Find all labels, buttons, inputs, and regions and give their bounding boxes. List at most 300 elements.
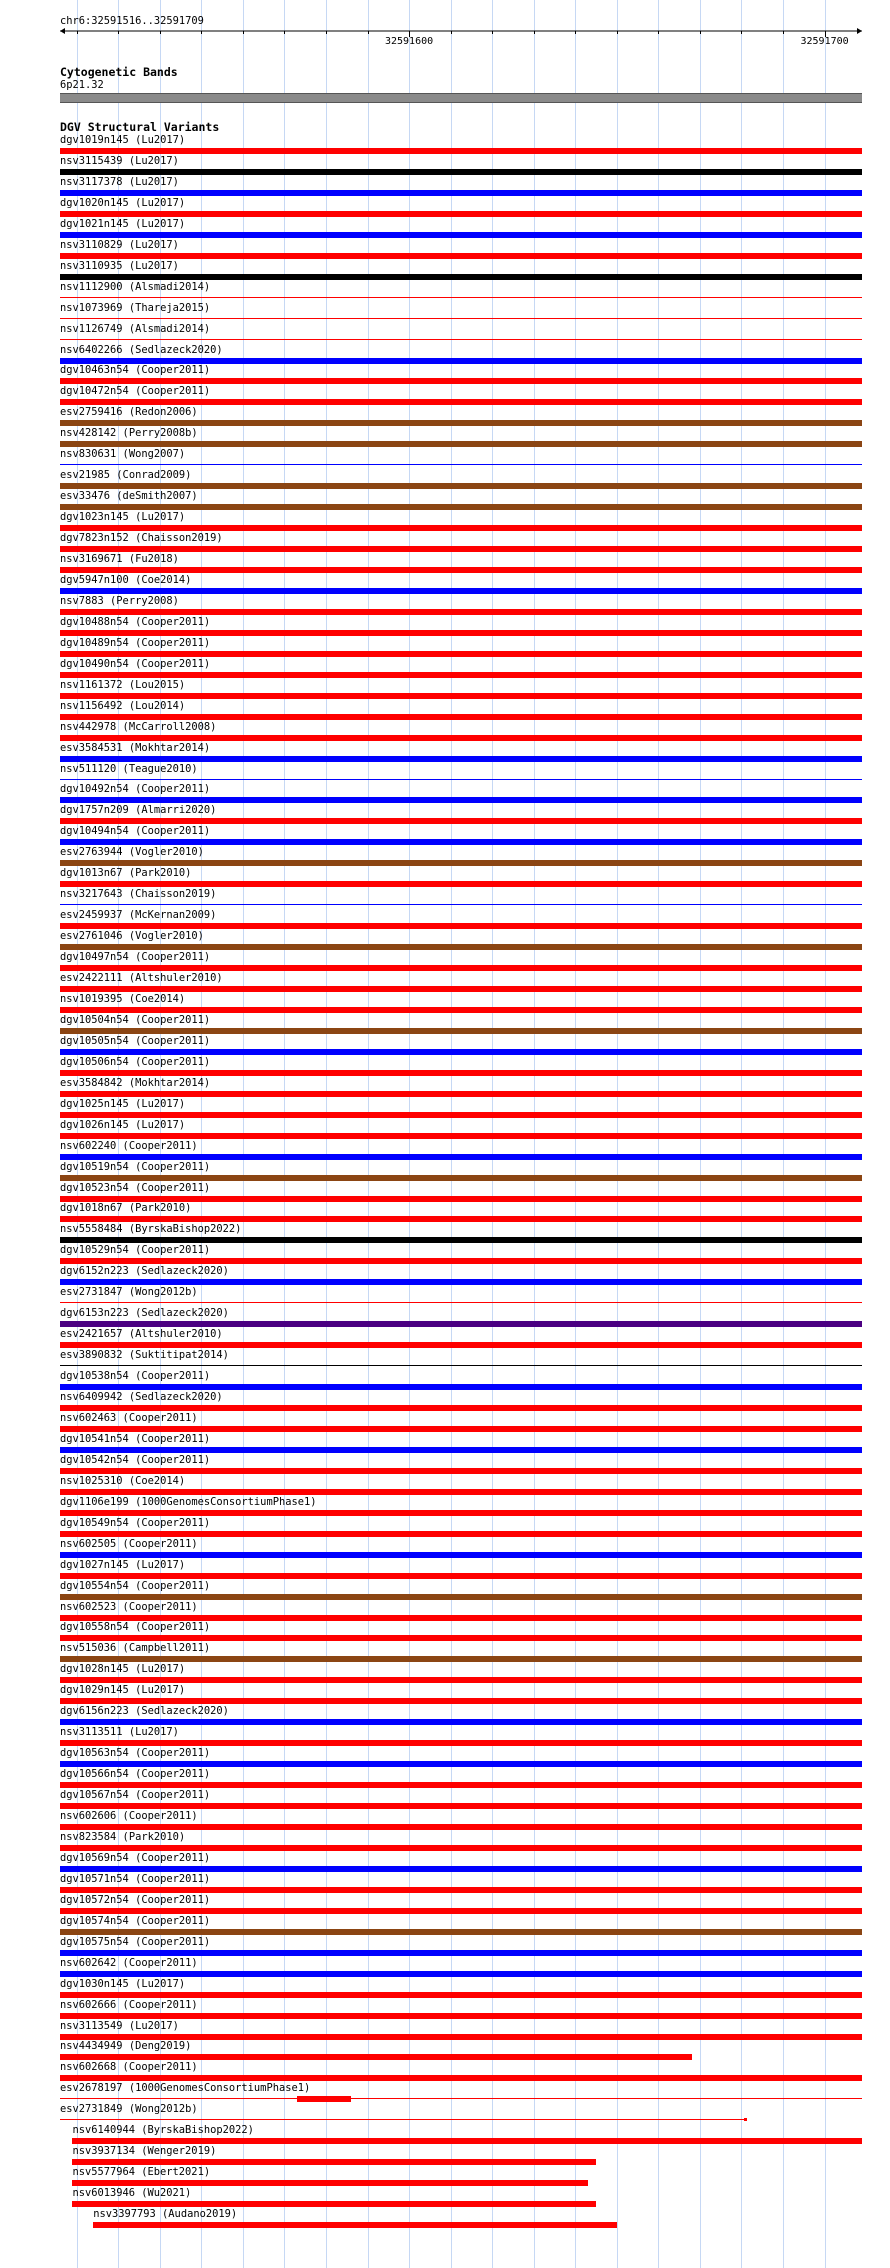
variant-bar[interactable] — [72, 2138, 862, 2144]
variant-feature[interactable] — [0, 1412, 890, 1432]
variant-label: nsv3110829 (Lu2017) — [60, 238, 179, 251]
variant-bar[interactable] — [60, 1468, 862, 1474]
variant-bar[interactable] — [60, 923, 862, 929]
variant-feature[interactable] — [0, 1517, 890, 1537]
variant-label: dgv10523n54 (Cooper2011) — [60, 1181, 211, 1194]
variant-feature[interactable] — [0, 2061, 890, 2081]
variant-feature[interactable] — [0, 2166, 890, 2186]
variant-feature[interactable] — [0, 1370, 890, 1390]
variant-label: dgv5947n100 (Coe2014) — [60, 573, 192, 586]
variant-feature[interactable] — [0, 1454, 890, 1474]
variant-bar[interactable] — [60, 1196, 862, 1202]
variant-feature[interactable] — [0, 1496, 890, 1516]
variant-feature[interactable] — [0, 846, 890, 866]
variant-label: nsv3937134 (Wenger2019) — [72, 2145, 217, 2158]
variant-label: nsv3113549 (Lu2017) — [60, 2019, 179, 2032]
variant-label: esv2731847 (Wong2012b) — [60, 1286, 198, 1299]
variant-feature[interactable] — [0, 427, 890, 447]
variant-feature[interactable] — [0, 1789, 890, 1809]
variant-feature[interactable] — [0, 1475, 890, 1495]
variant-feature[interactable] — [0, 2040, 890, 2060]
variant-label: nsv1126749 (Alsmadi2014) — [60, 322, 211, 335]
variant-bar[interactable] — [60, 232, 862, 238]
variant-bar[interactable] — [60, 318, 862, 319]
variant-feature[interactable] — [0, 951, 890, 971]
variant-label: nsv602505 (Cooper2011) — [60, 1537, 198, 1550]
variant-feature[interactable] — [0, 1328, 890, 1348]
variant-bar[interactable] — [60, 1594, 862, 1600]
variant-bar[interactable] — [60, 525, 862, 531]
variant-bar[interactable] — [60, 1677, 862, 1683]
variant-feature[interactable] — [0, 1286, 890, 1306]
variant-bar[interactable] — [60, 1552, 862, 1558]
variant-bar[interactable] — [60, 1615, 862, 1621]
variant-bar[interactable] — [60, 881, 862, 887]
variant-bar[interactable] — [60, 148, 862, 154]
variant-bar[interactable] — [60, 797, 862, 803]
variant-thick-segment[interactable] — [297, 2096, 351, 2102]
variant-bar[interactable] — [60, 1426, 862, 1432]
variant-label: dgv1106e199 (1000GenomesConsortiumPhase1) — [60, 1495, 317, 1508]
variant-feature[interactable] — [0, 155, 890, 175]
variant-feature[interactable] — [0, 323, 890, 343]
variant-feature[interactable] — [0, 1621, 890, 1641]
variant-feature[interactable] — [0, 909, 890, 929]
variant-bar[interactable] — [60, 1719, 862, 1725]
variant-label: dgv10574n54 (Cooper2011) — [60, 1914, 211, 1927]
variant-label: dgv1018n67 (Park2010) — [60, 1202, 192, 1215]
variant-bar[interactable] — [60, 1740, 862, 1746]
variant-bar[interactable] — [60, 1656, 862, 1662]
variant-label: nsv602463 (Cooper2011) — [60, 1411, 198, 1424]
variant-bar[interactable] — [60, 1887, 862, 1893]
variant-bar[interactable] — [60, 630, 862, 636]
variant-label: dgv1030n145 (Lu2017) — [60, 1977, 186, 1990]
cytoband-track-title: Cytogenetic Bands — [60, 65, 178, 79]
variant-bar[interactable] — [60, 2034, 862, 2040]
variant-label: dgv10558n54 (Cooper2011) — [60, 1621, 211, 1634]
variant-feature[interactable] — [0, 1915, 890, 1935]
variant-feature[interactable] — [0, 1182, 890, 1202]
variant-label: dgv6153n223 (Sedlazeck2020) — [60, 1307, 229, 1320]
variant-label: dgv1021n145 (Lu2017) — [60, 217, 186, 230]
variant-bar[interactable] — [60, 2054, 692, 2060]
variant-label: dgv10549n54 (Cooper2011) — [60, 1516, 211, 1529]
variant-label: dgv10572n54 (Cooper2011) — [60, 1893, 211, 1906]
variant-bar[interactable] — [60, 1824, 862, 1830]
variant-bar[interactable] — [60, 693, 862, 699]
variant-bar[interactable] — [60, 1447, 862, 1453]
variant-label: nsv3397793 (Audano2019) — [93, 2208, 238, 2221]
variant-label: dgv10542n54 (Cooper2011) — [60, 1453, 211, 1466]
variant-bar[interactable] — [60, 441, 862, 447]
variant-feature[interactable] — [0, 1559, 890, 1579]
variant-label: dgv10563n54 (Cooper2011) — [60, 1747, 211, 1760]
variant-feature[interactable] — [0, 260, 890, 280]
variant-bar[interactable] — [60, 714, 862, 720]
variant-feature[interactable] — [0, 2082, 890, 2102]
variant-feature[interactable] — [0, 1663, 890, 1683]
variant-label: nsv1025310 (Coe2014) — [60, 1474, 186, 1487]
variant-feature[interactable] — [0, 1244, 890, 1264]
variant-label: nsv602240 (Cooper2011) — [60, 1139, 198, 1152]
variant-label: dgv7823n152 (Chaisson2019) — [60, 532, 223, 545]
variant-bar[interactable] — [60, 1761, 862, 1767]
variant-label: dgv10529n54 (Cooper2011) — [60, 1244, 211, 1257]
variant-bar[interactable] — [60, 1049, 862, 1055]
variant-feature[interactable] — [0, 1705, 890, 1725]
variant-feature[interactable] — [0, 134, 890, 154]
variant-feature[interactable] — [0, 1433, 890, 1453]
variant-feature[interactable] — [0, 972, 890, 992]
variant-feature[interactable] — [0, 1307, 890, 1327]
variant-bar[interactable] — [60, 860, 862, 866]
variant-label: dgv1027n145 (Lu2017) — [60, 1558, 186, 1571]
variant-feature[interactable] — [0, 490, 890, 510]
variant-feature[interactable] — [0, 783, 890, 803]
variant-bar[interactable] — [60, 1866, 862, 1872]
variant-label: nsv5558484 (ByrskaBishop2022) — [60, 1223, 242, 1236]
variant-feature[interactable] — [0, 1098, 890, 1118]
variant-label: nsv6409942 (Sedlazeck2020) — [60, 1391, 223, 1403]
variant-bar[interactable] — [60, 1489, 862, 1495]
variant-bar[interactable] — [72, 2201, 596, 2207]
ruler-tick-label: 32591700 — [800, 36, 849, 47]
variant-label: dgv1023n145 (Lu2017) — [60, 511, 186, 524]
variant-feature[interactable] — [0, 1538, 890, 1558]
variant-feature[interactable] — [0, 637, 890, 657]
variant-bar[interactable] — [60, 339, 862, 340]
variant-feature[interactable] — [0, 281, 890, 301]
variant-bar[interactable] — [60, 297, 862, 298]
variant-bar[interactable] — [60, 1531, 862, 1537]
variant-feature[interactable] — [0, 176, 890, 196]
variant-feature[interactable] — [0, 2145, 890, 2165]
variant-label: nsv602606 (Cooper2011) — [60, 1810, 198, 1822]
variant-bar[interactable] — [60, 1070, 862, 1076]
variant-label: dgv10566n54 (Cooper2011) — [60, 1768, 211, 1781]
variant-bar[interactable] — [60, 1845, 862, 1851]
variant-label: esv33476 (deSmith2007) — [60, 490, 198, 503]
variant-feature[interactable] — [0, 700, 890, 720]
variant-feature[interactable] — [0, 888, 890, 908]
variant-bar[interactable] — [60, 483, 862, 489]
variant-bar[interactable] — [60, 1154, 862, 1160]
variant-label: nsv3117378 (Lu2017) — [60, 175, 179, 188]
variant-bar[interactable] — [60, 756, 862, 762]
variant-bar[interactable] — [60, 779, 862, 780]
variant-label: esv3584531 (Mokhtar2014) — [60, 741, 211, 754]
variant-label: esv3890832 (Suktitipat2014) — [60, 1349, 229, 1362]
variant-label: dgv1025n145 (Lu2017) — [60, 1097, 186, 1110]
variant-label: dgv10569n54 (Cooper2011) — [60, 1851, 211, 1864]
variant-label: esv21985 (Conrad2009) — [60, 469, 192, 482]
variant-feature[interactable] — [0, 595, 890, 615]
variant-label: esv2459937 (McKernan2009) — [60, 909, 217, 922]
variant-feature[interactable] — [0, 1202, 890, 1222]
variant-label: nsv511120 (Teague2010) — [60, 762, 198, 775]
variant-label: dgv10463n54 (Cooper2011) — [60, 364, 211, 377]
variant-bar[interactable] — [60, 986, 862, 992]
variant-label: nsv3217643 (Chaisson2019) — [60, 888, 217, 901]
variant-label: nsv602668 (Cooper2011) — [60, 2061, 198, 2074]
variant-label: nsv3169671 (Fu2018) — [60, 553, 179, 565]
variant-feature[interactable] — [0, 1747, 890, 1767]
variant-feature[interactable] — [0, 2124, 890, 2144]
variant-feature[interactable] — [0, 825, 890, 845]
variant-label: nsv4434949 (Deng2019) — [60, 2040, 192, 2053]
variant-bar[interactable] — [60, 1635, 862, 1641]
variant-label: dgv10504n54 (Cooper2011) — [60, 1013, 211, 1026]
variant-label: esv2763944 (Vogler2010) — [60, 846, 204, 859]
variant-feature[interactable] — [0, 1056, 890, 1076]
variant-feature[interactable] — [0, 1936, 890, 1956]
variant-bar[interactable] — [60, 1258, 862, 1264]
variant-label: dgv10489n54 (Cooper2011) — [60, 636, 211, 649]
variant-label: dgv1013n67 (Park2010) — [60, 867, 192, 880]
variant-bar[interactable] — [60, 190, 862, 196]
variant-feature[interactable] — [0, 658, 890, 678]
variant-label: dgv1029n145 (Lu2017) — [60, 1684, 186, 1697]
variant-feature[interactable] — [0, 1035, 890, 1055]
variant-bar[interactable] — [60, 169, 862, 175]
variant-feature[interactable] — [0, 1119, 890, 1139]
variant-bar[interactable] — [60, 2013, 862, 2019]
variant-bar[interactable] — [72, 2180, 587, 2186]
variant-feature[interactable] — [0, 1580, 890, 1600]
variant-bar[interactable] — [60, 211, 862, 217]
variant-label: dgv10506n54 (Cooper2011) — [60, 1055, 211, 1068]
variant-label: nsv602666 (Cooper2011) — [60, 1998, 198, 2011]
variant-label: nsv602642 (Cooper2011) — [60, 1956, 198, 1969]
variant-feature[interactable] — [0, 867, 890, 887]
variant-bar[interactable] — [60, 1971, 862, 1977]
variant-label: dgv1019n145 (Lu2017) — [60, 134, 186, 146]
variant-bar[interactable] — [60, 1028, 862, 1034]
variant-feature[interactable] — [0, 1642, 890, 1662]
variant-bar[interactable] — [60, 2098, 862, 2099]
variant-label: dgv10492n54 (Cooper2011) — [60, 783, 211, 796]
variant-bar[interactable] — [60, 1365, 862, 1366]
variant-feature[interactable] — [0, 469, 890, 489]
variant-bar[interactable] — [60, 1091, 862, 1097]
variant-feature[interactable] — [0, 1349, 890, 1369]
variant-bar[interactable] — [60, 735, 862, 741]
variant-feature[interactable] — [0, 679, 890, 699]
variant-bar[interactable] — [60, 274, 862, 280]
variant-label: nsv515036 (Campbell2011) — [60, 1642, 211, 1655]
variant-feature[interactable] — [0, 1852, 890, 1872]
variant-bar[interactable] — [60, 588, 862, 594]
variant-bar[interactable] — [60, 504, 862, 510]
variant-bar[interactable] — [60, 904, 862, 905]
variant-feature[interactable] — [0, 1391, 890, 1411]
variant-bar[interactable] — [60, 1279, 862, 1285]
variant-feature[interactable] — [0, 553, 890, 573]
variant-bar[interactable] — [60, 567, 862, 573]
variant-bar[interactable] — [60, 399, 862, 405]
variant-label: nsv1156492 (Lou2014) — [60, 699, 186, 712]
variant-label: dgv1757n209 (Almarri2020) — [60, 804, 217, 817]
variant-feature[interactable] — [0, 930, 890, 950]
variant-bar[interactable] — [60, 1321, 862, 1327]
variant-feature[interactable] — [0, 1265, 890, 1285]
variant-bar[interactable] — [60, 358, 862, 364]
variant-bar[interactable] — [60, 1384, 862, 1390]
variant-label: esv2761046 (Vogler2010) — [60, 930, 204, 943]
variant-bar[interactable] — [60, 1302, 862, 1303]
variant-end-cap — [744, 2118, 747, 2121]
variant-label: dgv10494n54 (Cooper2011) — [60, 825, 211, 838]
variant-label: nsv3115439 (Lu2017) — [60, 154, 179, 167]
variant-bar[interactable] — [60, 464, 862, 465]
variant-feature[interactable] — [0, 2103, 890, 2123]
variant-label: esv2759416 (Redon2006) — [60, 406, 198, 419]
variant-feature[interactable] — [0, 511, 890, 531]
variant-bar[interactable] — [60, 609, 862, 615]
variant-feature[interactable] — [0, 1831, 890, 1851]
variant-label: dgv10490n54 (Cooper2011) — [60, 657, 211, 670]
variant-bar[interactable] — [60, 2119, 746, 2120]
variant-label: nsv6013946 (Wu2021) — [72, 2187, 192, 2200]
variant-feature[interactable] — [0, 344, 890, 364]
variant-label: nsv823584 (Park2010) — [60, 1830, 186, 1843]
variant-label: dgv10472n54 (Cooper2011) — [60, 385, 211, 398]
variant-feature[interactable] — [0, 993, 890, 1013]
variant-feature[interactable] — [0, 302, 890, 322]
variant-feature[interactable] — [0, 406, 890, 426]
variant-bar[interactable] — [60, 672, 862, 678]
variant-bar[interactable] — [60, 1929, 862, 1935]
variant-bar[interactable] — [60, 839, 862, 845]
variant-label: dgv10567n54 (Cooper2011) — [60, 1789, 211, 1802]
variant-label: nsv442978 (McCarroll2008) — [60, 720, 217, 733]
variant-label: dgv10571n54 (Cooper2011) — [60, 1872, 211, 1885]
variant-label: esv2421657 (Altshuler2010) — [60, 1328, 223, 1341]
variant-bar[interactable] — [60, 818, 862, 824]
variant-label: nsv1112900 (Alsmadi2014) — [60, 280, 211, 293]
variant-bar[interactable] — [60, 1510, 862, 1516]
variant-bar[interactable] — [60, 1803, 862, 1809]
variant-label: nsv3113511 (Lu2017) — [60, 1726, 179, 1739]
variant-label: nsv1019395 (Coe2014) — [60, 992, 186, 1005]
variant-feature[interactable] — [0, 1894, 890, 1914]
variant-bar[interactable] — [60, 378, 862, 384]
variant-feature[interactable] — [0, 1140, 890, 1160]
variant-feature[interactable] — [0, 197, 890, 217]
variant-feature[interactable] — [0, 1684, 890, 1704]
variant-feature[interactable] — [0, 1978, 890, 1998]
variant-bar[interactable] — [60, 1405, 862, 1411]
variant-feature[interactable] — [0, 2020, 890, 2040]
variant-feature[interactable] — [0, 364, 890, 384]
variant-feature[interactable] — [0, 721, 890, 741]
variant-bar[interactable] — [60, 1216, 862, 1222]
variant-feature[interactable] — [0, 1768, 890, 1788]
variant-bar[interactable] — [93, 2222, 617, 2228]
variant-feature[interactable] — [0, 1999, 890, 2019]
variant-bar[interactable] — [60, 1342, 862, 1348]
variant-label: nsv6140944 (ByrskaBishop2022) — [72, 2124, 254, 2137]
variant-feature[interactable] — [0, 1077, 890, 1097]
variant-feature[interactable] — [0, 763, 890, 783]
variant-label: nsv3110935 (Lu2017) — [60, 259, 179, 272]
variant-label: esv3584842 (Mokhtar2014) — [60, 1076, 211, 1089]
variant-label: dgv10541n54 (Cooper2011) — [60, 1432, 211, 1445]
variant-feature[interactable] — [0, 804, 890, 824]
variant-label: nsv602523 (Cooper2011) — [60, 1600, 198, 1613]
variant-feature[interactable] — [0, 574, 890, 594]
variant-feature[interactable] — [0, 1726, 890, 1746]
variant-label: dgv1026n145 (Lu2017) — [60, 1118, 186, 1131]
variant-bar[interactable] — [60, 651, 862, 657]
variant-label: dgv10497n54 (Cooper2011) — [60, 951, 211, 964]
variant-feature[interactable] — [0, 385, 890, 405]
variant-bar[interactable] — [60, 1007, 862, 1013]
variant-label: nsv830631 (Wong2007) — [60, 448, 186, 461]
variant-label: dgv10505n54 (Cooper2011) — [60, 1034, 211, 1047]
variant-bar[interactable] — [60, 965, 862, 971]
variant-bar[interactable] — [60, 1782, 862, 1788]
variant-label: dgv1028n145 (Lu2017) — [60, 1663, 186, 1676]
variant-label: nsv1161372 (Lou2015) — [60, 678, 186, 691]
variant-bar[interactable] — [60, 1950, 862, 1956]
variant-bar[interactable] — [60, 420, 862, 426]
variant-feature[interactable] — [0, 2208, 890, 2228]
variant-feature[interactable] — [0, 742, 890, 762]
variant-feature[interactable] — [0, 218, 890, 238]
variant-bar[interactable] — [60, 1175, 862, 1181]
variant-feature[interactable] — [0, 532, 890, 552]
variant-feature[interactable] — [0, 1014, 890, 1034]
variant-feature[interactable] — [0, 448, 890, 468]
variant-label: esv2678197 (1000GenomesConsortiumPhase1) — [60, 2082, 311, 2095]
variant-bar[interactable] — [60, 944, 862, 950]
variant-bar[interactable] — [60, 546, 862, 552]
variant-label: nsv7883 (Perry2008) — [60, 594, 179, 607]
variant-label: dgv10488n54 (Cooper2011) — [60, 615, 211, 628]
variant-bar[interactable] — [60, 1698, 862, 1704]
variant-bar[interactable] — [60, 1133, 862, 1139]
variant-label: dgv10575n54 (Cooper2011) — [60, 1935, 211, 1948]
variant-bar[interactable] — [60, 1908, 862, 1914]
variant-bar[interactable] — [60, 1992, 862, 1998]
variant-bar[interactable] — [60, 1237, 862, 1243]
variant-feature[interactable] — [0, 616, 890, 636]
variant-label: nsv5577964 (Ebert2021) — [72, 2166, 211, 2179]
variant-label: dgv1020n145 (Lu2017) — [60, 196, 186, 209]
variant-bar[interactable] — [60, 1573, 862, 1579]
variant-label: esv2422111 (Altshuler2010) — [60, 972, 223, 984]
variant-label: dgv10519n54 (Cooper2011) — [60, 1160, 211, 1173]
variant-bar[interactable] — [60, 253, 862, 259]
variant-label: nsv1073969 (Thareja2015) — [60, 301, 211, 314]
variant-feature[interactable] — [0, 1223, 890, 1243]
variant-bar[interactable] — [60, 1112, 862, 1118]
variant-feature[interactable] — [0, 1161, 890, 1181]
variant-feature[interactable] — [0, 1810, 890, 1830]
variant-bar[interactable] — [60, 2075, 862, 2081]
variant-feature[interactable] — [0, 1601, 890, 1621]
cytoband-label: 6p21.32 — [60, 79, 104, 91]
variant-bar[interactable] — [72, 2159, 596, 2165]
variant-label: nsv428142 (Perry2008b) — [60, 427, 198, 440]
dgv-track-title: DGV Structural Variants — [60, 120, 220, 134]
variant-feature[interactable] — [0, 2187, 890, 2207]
variant-feature[interactable] — [0, 239, 890, 259]
variant-feature[interactable] — [0, 1873, 890, 1893]
variant-feature[interactable] — [0, 1957, 890, 1977]
